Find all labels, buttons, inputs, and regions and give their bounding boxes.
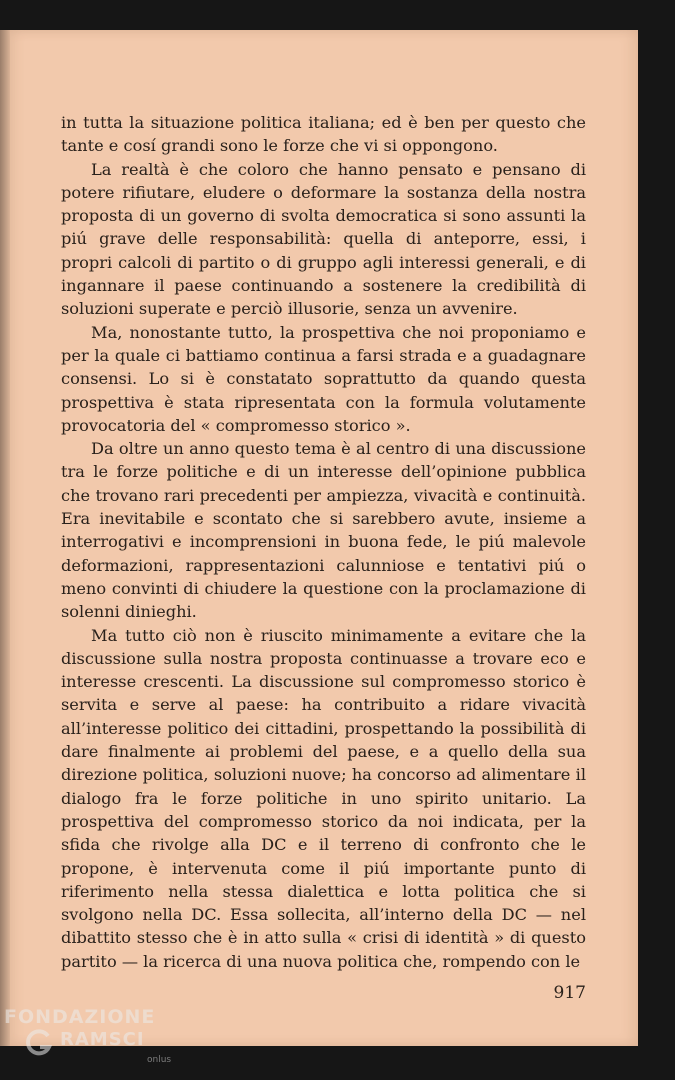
watermark-line-1: FONDAZIONE	[4, 1006, 156, 1028]
watermark-line-2: RAMSCI	[60, 1029, 145, 1050]
body-text	[61, 111, 586, 973]
paragraph: Da oltre un anno questo tema è al centro di una discussione tra le forze politiche e di un interesse dell’opinione pubblica che trovano rari precedenti per ampiezza, vivacità e continuità. Era inevitabile e scontato che si sarebbero avute, insieme a interrogativi e incomprensioni in buona fede, le piú malevole deformazioni, rappresentazioni calunniose e tentativi piú o meno convinti di chiudere la questione con la proclamazione di solenni dinieghi.	[61, 439, 586, 622]
watermark-line-3: onlus	[147, 1055, 172, 1065]
paragraph-continued: in tutta la situazione politica italiana; ed è ben per questo che tante e cosí grandi sono le forze che vi si oppongono.	[61, 113, 586, 156]
fondazione-gramsci-watermark	[2, 1006, 177, 1076]
paragraph: La realtà è che coloro che hanno pensato e pensano di potere rifiutare, eludere o deformare la sostanza della nostra proposta di un governo di svolta democratica si sono assunti la piú grave delle responsabilità: quella di anteporre, essi, i propri calcoli di partito o di gruppo agli interessi generali, e di ingannare il paese continuando a sostenere la credibilità di soluzioni superate e perciò illusorie, senza un avvenire.	[61, 159, 586, 319]
paragraph: Ma, nonostante tutto, la prospettiva che noi proponiamo e per la quale ci battiamo continua a farsi strada e a guadagnare consensi. Lo si è constatato soprattutto da quando questa prospettiva è stata ripresentata con la formula volutamente provocatoria del « compromesso storico ».	[61, 322, 586, 435]
page-number: 917	[553, 983, 586, 1003]
book-spine-edge	[0, 30, 10, 1046]
paragraph: Ma tutto ciò non è riuscito minimamente a evitare che la discussione sulla nostra proposta continuasse a trovare eco e interesse crescenti. La discussione sul compromesso storico è servita e serve al paese: ha contribuito a ridare vivacità all’interesse politico dei cittadini, prospettando la possibilità di dare finalmente ai problemi del paese, e a quello della sua direzione politica, soluzioni nuove; ha concorso ad alimentare il dialogo fra le forze politiche in uno spirito unitario. La prospettiva del compromesso storico da noi indicata, per la sfida che rivolge alla DC e il terreno di confronto che le propone, è intervenuta come il piú importante punto di riferimento nella stessa dialettica e lotta politica che si svolgono nella DC. Essa sollecita, all’interno della DC — nel dibattito stesso che è in atto sulla « crisi di identità » di questo partito — la ricerca di una nuova politica che, rompendo con le	[61, 625, 586, 971]
gramsci-g-logo-icon	[24, 1028, 54, 1058]
